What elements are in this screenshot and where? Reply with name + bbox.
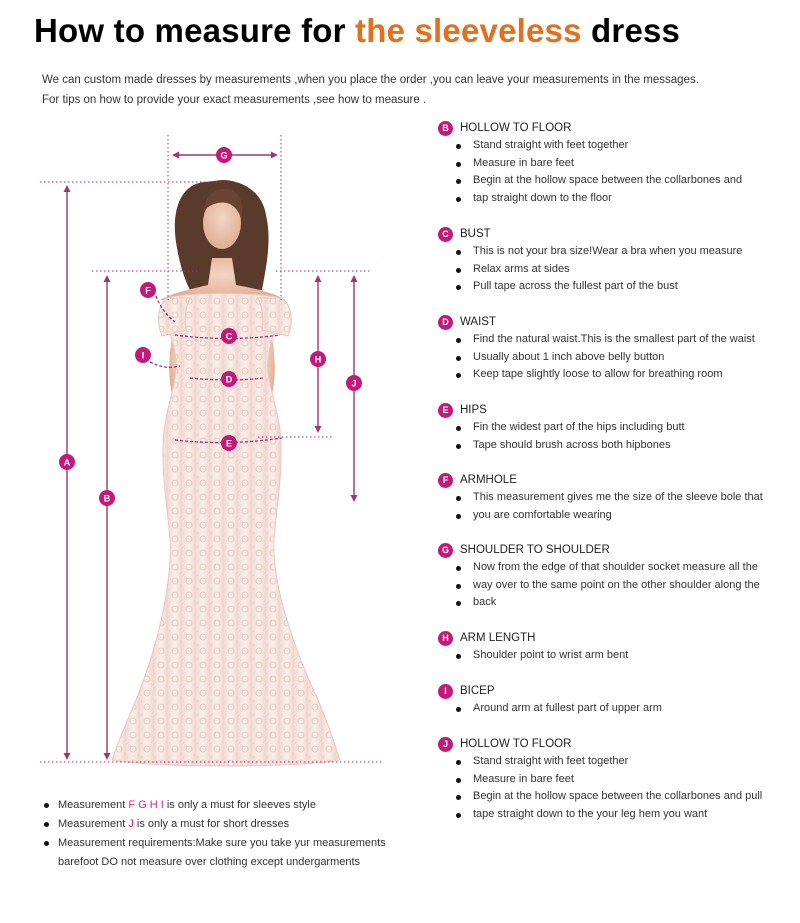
badge-F-label: F xyxy=(145,285,151,296)
letter-badge: B xyxy=(438,121,453,136)
section-title: HOLLOW TO FLOOR xyxy=(460,122,572,134)
note-text: is only a must for short dresses xyxy=(133,818,290,830)
section-bicep xyxy=(438,683,793,718)
section-title: BUST xyxy=(460,228,491,240)
section-title: HIPS xyxy=(460,404,487,416)
note-item xyxy=(40,834,420,872)
section-arm-length xyxy=(438,630,793,665)
section-hollow-to-floor xyxy=(438,120,793,208)
badge-I-label: I xyxy=(141,350,145,361)
badge-B-label: B xyxy=(103,493,111,504)
intro-line-1: We can custom made dresses by measurements ,when you place the order ,you can leave your measurements in the messages. xyxy=(42,74,699,86)
badge-G-label: G xyxy=(220,150,228,161)
section-hollow-to-floor-short xyxy=(438,736,793,824)
badge-D xyxy=(221,371,237,387)
badge-H xyxy=(310,351,326,367)
letter-badge: C xyxy=(438,227,453,242)
list-item: Measure in bare feet xyxy=(438,155,793,173)
list-item: Stand straight with feet together xyxy=(438,137,793,155)
badge-H-label: H xyxy=(314,354,322,365)
note-text: Measurement requirements:Make sure you take yur measurements xyxy=(58,837,386,849)
letter-badge: I xyxy=(438,684,453,699)
list-item: Shoulder point to wrist arm bent xyxy=(438,647,793,665)
section-bust xyxy=(438,226,793,296)
notes-list xyxy=(40,796,420,872)
list-item-continuation: way over to the same point on the other shoulder along the xyxy=(438,577,793,595)
list-item: Begin at the hollow space between the collarbones and xyxy=(438,172,793,190)
badge-J xyxy=(346,375,362,391)
letter-badge: D xyxy=(438,315,453,330)
letter-badge: F xyxy=(438,473,453,488)
badge-A xyxy=(59,454,75,470)
letter-badge: G xyxy=(438,543,453,558)
list-item: This measurement gives me the size of the sleeve bole that xyxy=(438,489,793,507)
badge-E xyxy=(221,435,237,451)
list-item: Relax arms at sides xyxy=(438,261,793,279)
section-title: WAIST xyxy=(460,316,496,328)
badge-D-label: D xyxy=(225,374,233,385)
list-item: Around arm at fullest part of upper arm xyxy=(438,700,793,718)
badge-A-label: A xyxy=(63,457,71,468)
note-continuation: barefoot DO not measure over clothing except undergarments xyxy=(58,856,361,868)
letter-badge: E xyxy=(438,403,453,418)
note-text: Measurement xyxy=(58,799,129,811)
letter-badge: J xyxy=(438,737,453,752)
list-item-continuation: back xyxy=(438,594,793,612)
note-text: Measurement xyxy=(58,818,129,830)
section-shoulder-to-shoulder xyxy=(438,542,793,612)
list-item: Pull tape across the fullest part of the bust xyxy=(438,278,793,296)
dress-shape xyxy=(112,294,340,767)
section-title: ARMHOLE xyxy=(460,474,517,486)
list-item-continuation: you are comfortable wearing xyxy=(438,507,793,525)
note-highlight: F G H I xyxy=(128,799,164,811)
note-item xyxy=(40,815,420,834)
title-suffix: dress xyxy=(581,12,681,49)
list-item-continuation: tape straight down to the your leg hem you want xyxy=(438,806,793,824)
title-prefix: How to measure for xyxy=(34,12,356,49)
list-item: Keep tape slightly loose to allow for breathing room xyxy=(438,366,793,384)
badge-C-label: C xyxy=(225,331,233,342)
section-hips xyxy=(438,402,793,454)
section-title: ARM LENGTH xyxy=(460,632,536,644)
list-item: This is not your bra size!Wear a bra when you measure xyxy=(438,243,793,261)
badge-G xyxy=(216,147,232,163)
badge-I xyxy=(135,347,151,363)
title-accent: the sleeveless xyxy=(355,12,582,49)
note-highlight: J xyxy=(128,818,134,830)
list-item: Begin at the hollow space between the collarbones and pull xyxy=(438,788,793,806)
left-sleeve-shape xyxy=(159,298,190,336)
list-item: Measure in bare feet xyxy=(438,771,793,789)
letter-badge: H xyxy=(438,631,453,646)
dress-model-figure xyxy=(112,180,340,766)
badge-F xyxy=(140,282,156,298)
list-item: Now from the edge of that shoulder socket measure all the xyxy=(438,559,793,577)
section-title: BICEP xyxy=(460,685,495,697)
section-waist xyxy=(438,314,793,384)
right-sleeve-shape xyxy=(258,298,291,336)
list-item: Fin the widest part of the hips including butt xyxy=(438,419,793,437)
badge-E-label: E xyxy=(225,438,233,449)
badge-C xyxy=(221,328,237,344)
intro-line-2: For tips on how to provide your exact measurements ,see how to measure . xyxy=(42,94,427,106)
badge-J-label: J xyxy=(351,378,357,389)
list-item: Tape should brush across both hipbones xyxy=(438,437,793,455)
section-title: SHOULDER TO SHOULDER xyxy=(460,544,610,556)
note-item xyxy=(40,796,420,815)
list-item: Stand straight with feet together xyxy=(438,753,793,771)
badge-B xyxy=(99,490,115,506)
list-item-continuation: tap straight down to the floor xyxy=(438,190,793,208)
list-item: Find the natural waist.This is the smallest part of the waist xyxy=(438,331,793,349)
section-armhole xyxy=(438,472,793,524)
measurement-diagram xyxy=(0,0,420,790)
section-title: HOLLOW TO FLOOR xyxy=(460,738,572,750)
note-text: is only a must for sleeves style xyxy=(163,799,316,811)
list-item: Usually about 1 inch above belly button xyxy=(438,349,793,367)
